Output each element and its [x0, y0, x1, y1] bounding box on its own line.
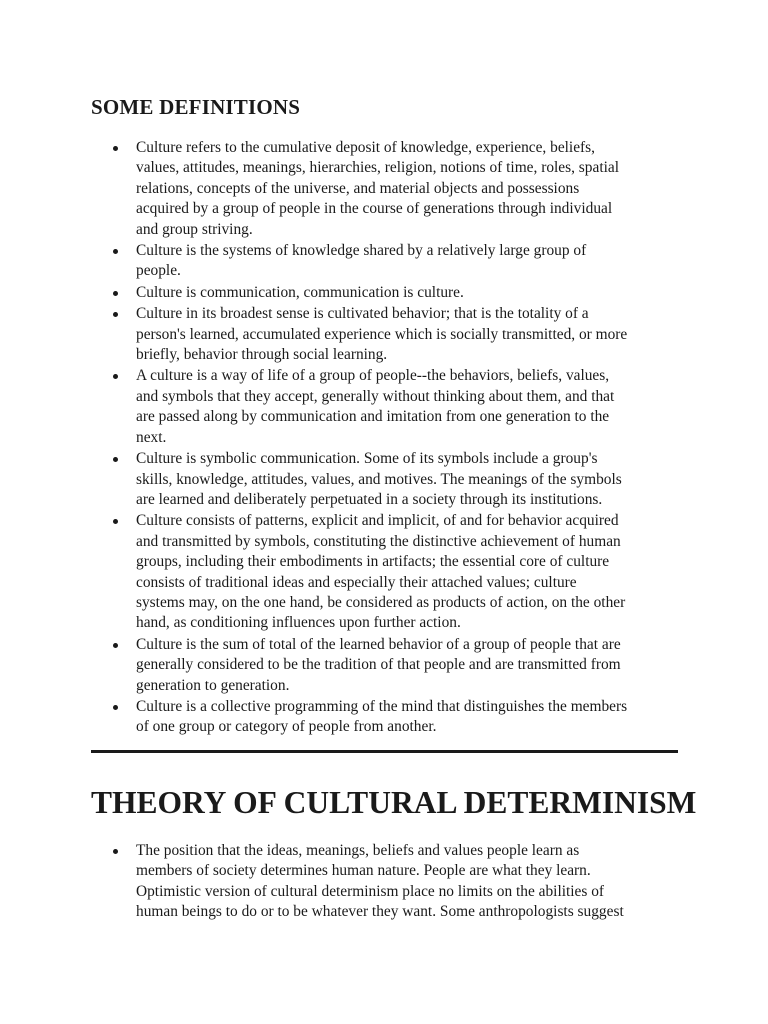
list-item-line: human beings to do or to be whatever they want. Some anthropologists suggest [136, 903, 624, 921]
cultural-determinism-list [91, 841, 691, 924]
list-item-line: Culture is the sum of total of the learned behavior of a group of people that are [136, 635, 621, 653]
list-item-line: Optimistic version of cultural determinism place no limits on the abilities of [136, 882, 605, 900]
list-item-line: consists of traditional ideas and especially their attached values; culture [136, 573, 577, 591]
list-item-line: groups, including their embodiments in artifacts; the essential core of culture [136, 553, 610, 571]
list-item-line: Culture consists of patterns, explicit and implicit, of and for behavior acquired [136, 512, 619, 530]
list-item [91, 697, 691, 738]
list-item-line: systems may, on the one hand, be considered as products of action, on the other [136, 593, 626, 611]
list-item [91, 511, 691, 633]
list-item [91, 283, 691, 303]
list-item [91, 366, 691, 448]
list-item [91, 635, 691, 696]
list-item-line: A culture is a way of life of a group of people--the behaviors, beliefs, values, [136, 367, 610, 385]
list-item-line: hand, as conditioning influences upon further action. [136, 614, 461, 632]
list-item [91, 841, 691, 923]
list-item [91, 138, 691, 240]
list-item-line: and group striving. [136, 220, 253, 238]
list-item-line: briefly, behavior through social learning. [136, 346, 388, 364]
list-item-line: acquired by a group of people in the course of generations through individual [136, 200, 613, 218]
list-item-line: people. [136, 262, 181, 280]
list-item-line: Culture is communication, communication is culture. [136, 283, 464, 301]
list-item-line: Culture refers to the cumulative deposit of knowledge, experience, beliefs, [136, 139, 595, 156]
list-item-line: person's learned, accumulated experience which is socially transmitted, or more [136, 325, 628, 343]
list-item-line: skills, knowledge, attitudes, values, and motives. The meanings of the symbols [136, 470, 622, 488]
list-item-line: and symbols that they accept, generally without thinking about them, and that [136, 387, 615, 405]
list-item [91, 449, 691, 510]
definitions-list [91, 138, 691, 739]
list-item-line: members of society determines human nature. People are what they learn. [136, 862, 591, 880]
list-item-line: generally considered to be the tradition of that people and are transmitted from [136, 656, 621, 674]
section-heading-cultural-determinism: THEORY OF CULTURAL DETERMINISM [91, 785, 697, 820]
list-item-line: Culture is symbolic communication. Some of its symbols include a group's [136, 450, 598, 468]
list-item-line: next. [136, 428, 167, 446]
list-item-line: The position that the ideas, meanings, beliefs and values people learn as [136, 842, 580, 859]
list-item-line: relations, concepts of the universe, and material objects and possessions [136, 179, 580, 197]
list-item-line: and transmitted by symbols, constituting the distinctive achievement of human [136, 532, 621, 550]
list-item-line: generation to generation. [136, 676, 290, 694]
section-heading-definitions: SOME DEFINITIONS [91, 95, 301, 119]
list-item-line: Culture is the systems of knowledge shared by a relatively large group of [136, 242, 587, 260]
list-item [91, 304, 691, 365]
horizontal-rule [91, 750, 678, 753]
list-item-line: are learned and deliberately perpetuated in a society through its institutions. [136, 490, 603, 508]
list-item [91, 241, 691, 282]
list-item-line: Culture in its broadest sense is cultivated behavior; that is the totality of a [136, 305, 589, 323]
list-item-line: values, attitudes, meanings, hierarchies, religion, notions of time, roles, spatial [136, 159, 619, 177]
list-item-line: Culture is a collective programming of the mind that distinguishes the members [136, 697, 628, 715]
list-item-line: of one group or category of people from another. [136, 718, 437, 736]
list-item-line: are passed along by communication and imitation from one generation to the [136, 408, 610, 426]
